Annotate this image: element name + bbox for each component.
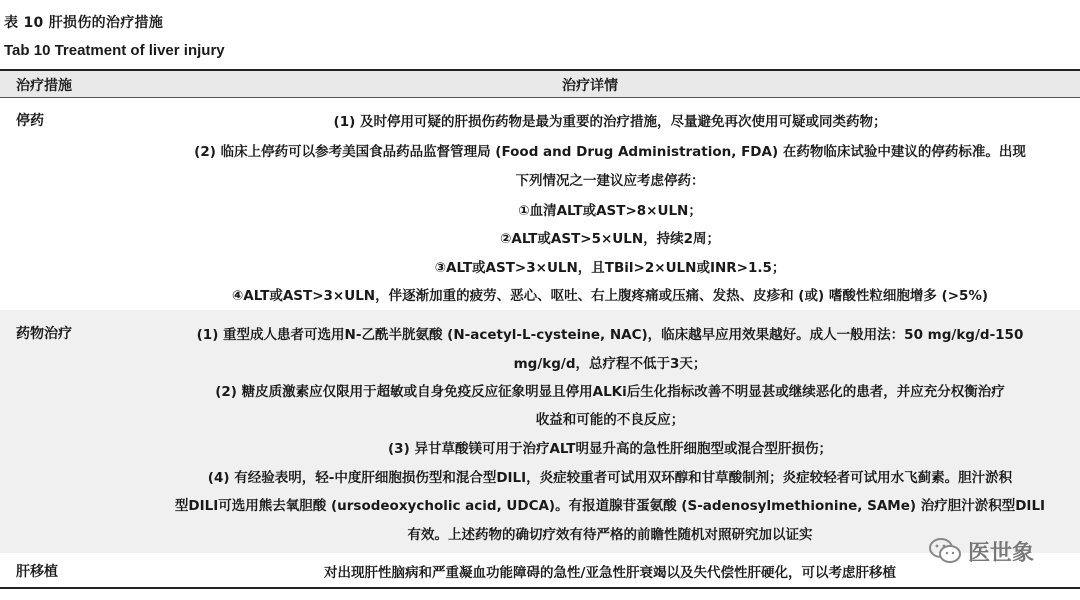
- detail-line: (3) 异甘草酸镁可用于治疗ALT明显升高的急性肝细胞型或混合型肝损伤；: [388, 441, 832, 457]
- detail-line: (4) 有经验表明，轻-中度肝细胞损伤型和混合型DILI，炎症较重者可试用双环醇和甘草酸制剂；炎症较轻者可试用水飞蓟素。胆汁淤积: [207, 470, 1013, 486]
- table-row-drug-withdrawal: [0, 98, 1080, 310]
- detail-line: (2) 临床上停药可以参考美国食品药品监督管理局 (Food and Drug Administration, FDA) 在药物临床试验中建议的停药标准。出现: [194, 144, 1026, 160]
- detail-line: 下列情况之一建议应考虑停药：: [515, 173, 705, 189]
- detail-line: (2) 糖皮质激素应仅限用于超敏或自身免疫反应征象明显且停用ALKi后生化指标改善不明显甚或继续恶化的患者，并应充分权衡治疗: [215, 384, 1005, 400]
- table-bottom-rule: [0, 587, 1080, 589]
- table-row-drug-therapy: [0, 310, 1080, 553]
- watermark-text: 医世象: [968, 540, 1035, 566]
- detail-line: 对出现肝性脑病和严重凝血功能障碍的急性/亚急性肝衰竭以及失代偿性肝硬化，可以考虑肝移植: [324, 565, 896, 581]
- detail-line: 收益和可能的不良反应；: [535, 412, 685, 428]
- row-name: 肝移植: [16, 564, 58, 580]
- detail-line: 型DILI可选用熊去氧胆酸 (ursodeoxycholic acid, UDCA)。有报道腺苷蛋氨酸 (S-adenosylmethionine, SAMe) 治疗胆汁淤积型DILI: [174, 498, 1046, 514]
- detail-line: ②ALT或AST>5×ULN，持续2周；: [499, 231, 721, 247]
- header-treatment-measure: 治疗措施: [16, 78, 72, 94]
- row-name: 药物治疗: [16, 326, 72, 342]
- table-header-row: [0, 71, 1080, 97]
- wechat-icon: [928, 537, 962, 565]
- watermark: [928, 533, 1068, 569]
- table-caption-en: Tab 10 Treatment of liver injury: [4, 42, 225, 59]
- detail-line: ①血清ALT或AST>8×ULN；: [518, 203, 702, 219]
- table-row-liver-transplant: [0, 553, 1080, 587]
- detail-line: 有效。上述药物的确切疗效有待严格的前瞻性随机对照研究加以证实: [407, 527, 813, 543]
- row-name: 停药: [16, 113, 44, 129]
- detail-line: (1) 及时停用可疑的肝损伤药物是最为重要的治疗措施，尽量避免再次使用可疑或同类药物；: [333, 114, 887, 130]
- header-treatment-details: 治疗详情: [562, 78, 618, 94]
- detail-line: ④ALT或AST>3×ULN，伴逐渐加重的疲劳、恶心、呕吐、右上腹疼痛或压痛、发热、皮疹和 (或) 嗜酸性粒细胞增多 (>5%): [231, 288, 989, 304]
- detail-line: ③ALT或AST>3×ULN，且TBil>2×ULN或INR>1.5；: [434, 260, 786, 276]
- detail-line: (1) 重型成人患者可选用N-乙酰半胱氨酸 (N-acetyl-L-cysteine, NAC)，临床越早应用效果越好。成人一般用法：50 mg/kg/d-150: [196, 327, 1024, 343]
- table-caption-cn: 表 10 肝损伤的治疗措施: [4, 15, 164, 31]
- detail-line: mg/kg/d，总疗程不低于3天；: [513, 356, 707, 372]
